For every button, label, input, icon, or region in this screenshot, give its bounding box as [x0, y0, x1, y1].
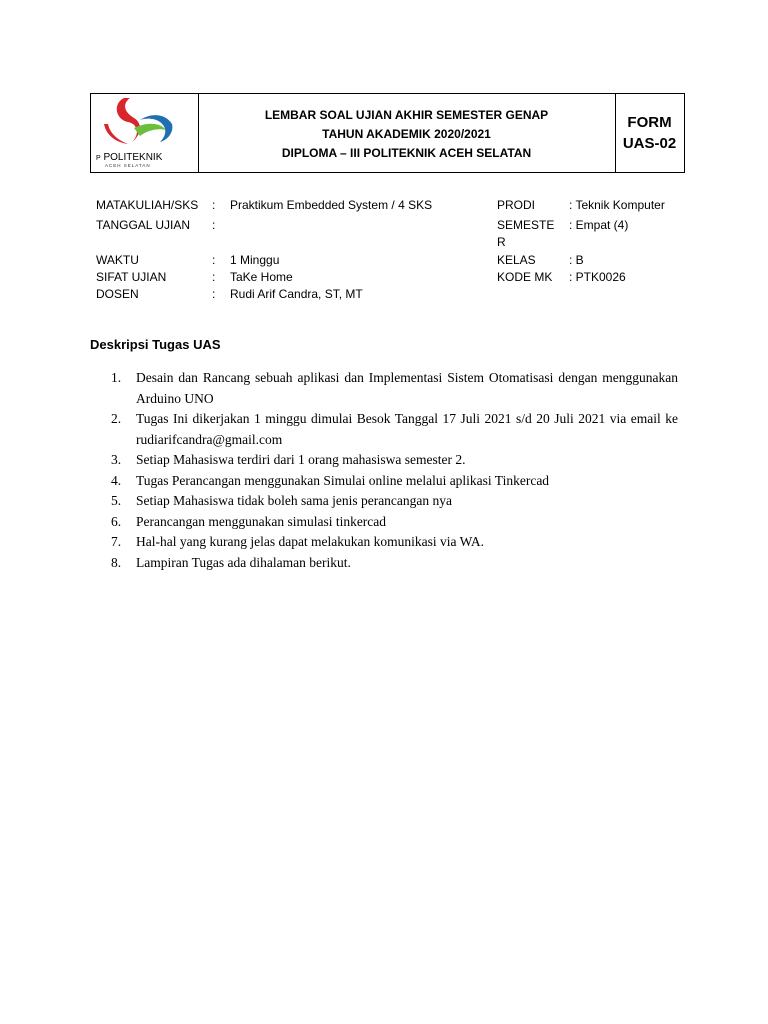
list-item	[90, 450, 678, 471]
semester-value: : Empat (4)	[569, 218, 629, 232]
list-item	[90, 368, 678, 409]
dosen-colon: :	[212, 287, 216, 301]
matakuliah-label: MATAKULIAH/SKS	[96, 198, 199, 212]
sifat-label: SIFAT UJIAN	[96, 270, 167, 284]
title-line-2: TAHUN AKADEMIK 2020/2021	[322, 127, 491, 141]
list-item	[90, 409, 678, 450]
kelas-label: KELAS	[497, 253, 536, 267]
item-text: Tugas Ini dikerjakan 1 minggu dimulai Besok Tanggal 17 Juli 2021 s/d 20 Juli 2021 via email ke rudiarifcandra@gmail.com	[136, 411, 678, 447]
list-item	[90, 512, 678, 533]
form-label: FORM	[627, 114, 672, 131]
kelas-value: : B	[569, 253, 584, 267]
sifat-value: TaKe Home	[230, 270, 293, 284]
item-number: 2.	[111, 411, 122, 426]
kode-label: KODE MK	[497, 270, 553, 284]
item-text: Tugas Perancangan menggunakan Simulai online melalui aplikasi Tinkercad	[136, 472, 550, 488]
list-item	[90, 491, 678, 512]
prodi-value: : Teknik Komputer	[569, 198, 665, 212]
item-text: Hal-hal yang kurang jelas dapat melakukan komunikasi via WA.	[136, 534, 485, 549]
sifat-colon: :	[212, 270, 216, 284]
dosen-value: Rudi Arif Candra, ST, MT	[230, 287, 363, 301]
item-text: Lampiran Tugas ada dihalaman berikut.	[136, 554, 351, 570]
kode-value: : PTK0026	[569, 270, 626, 284]
title-line-1: LEMBAR SOAL UJIAN AKHIR SEMESTER GENAP	[264, 108, 549, 122]
item-text: Setiap Mahasiswa tidak boleh sama jenis perancangan nya	[136, 493, 453, 508]
semester-label-2: R	[497, 235, 506, 249]
item-number: 5.	[111, 493, 122, 508]
info-block	[0, 0, 768, 320]
task-list	[90, 368, 678, 573]
description-title: Deskripsi Tugas UAS	[90, 337, 221, 352]
logo-prefix: P	[96, 155, 101, 162]
dosen-label: DOSEN	[96, 287, 139, 301]
waktu-value: 1 Minggu	[230, 253, 280, 267]
item-number: 8.	[111, 554, 122, 570]
matakuliah-colon: :	[212, 198, 216, 212]
item-number: 7.	[111, 534, 122, 549]
item-number: 4.	[111, 472, 122, 488]
logo-subtitle: ACEH SELATAN	[105, 163, 151, 168]
form-number: UAS-02	[622, 135, 677, 152]
title-line-3: DIPLOMA – III POLITEKNIK ACEH SELATAN	[281, 146, 532, 160]
waktu-label: WAKTU	[96, 253, 139, 267]
waktu-colon: :	[212, 253, 216, 267]
tanggal-colon: :	[212, 218, 216, 232]
item-text: Desain dan Rancang sebuah aplikasi dan Implementasi Sistem Otomatisasi dengan menggunakan Arduino UNO	[136, 370, 678, 406]
item-number: 1.	[111, 370, 122, 385]
list-item	[90, 471, 678, 492]
matakuliah-value: Praktikum Embedded System / 4 SKS	[230, 198, 433, 212]
item-text: Perancangan menggunakan simulasi tinkercad	[136, 513, 387, 529]
list-item	[90, 553, 678, 574]
item-text: Setiap Mahasiswa terdiri dari 1 orang mahasiswa semester 2.	[136, 452, 466, 467]
tanggal-label: TANGGAL UJIAN	[96, 218, 191, 232]
prodi-label: PRODI	[497, 198, 536, 212]
semester-label-1: SEMESTE	[497, 218, 555, 232]
list-item	[90, 532, 678, 553]
item-number: 6.	[111, 513, 122, 529]
logo-name: POLITEKNIK	[103, 152, 163, 163]
item-number: 3.	[111, 452, 122, 467]
